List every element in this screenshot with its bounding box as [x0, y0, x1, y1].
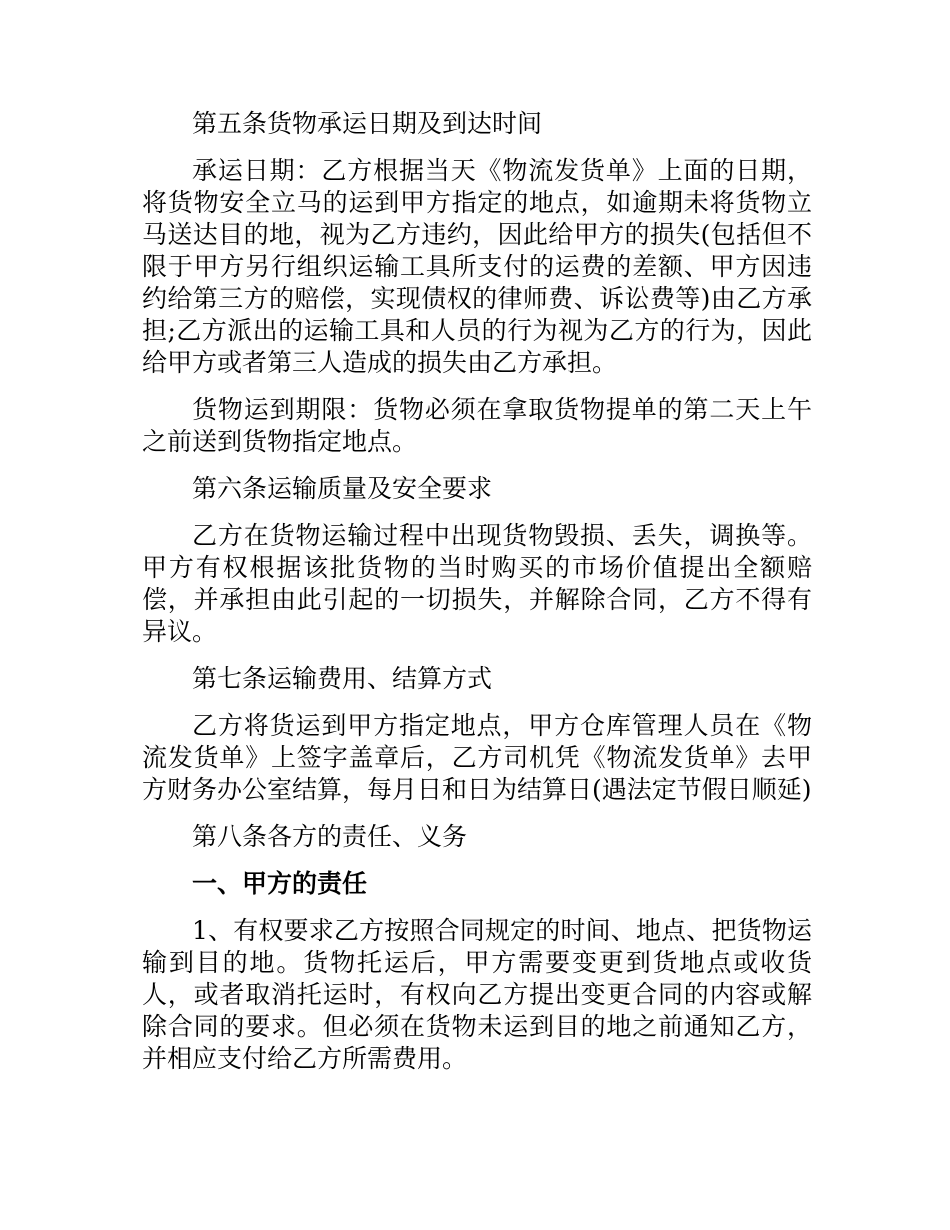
article-7-heading: 第七条运输费用、结算方式: [192, 664, 493, 693]
document-body: [142, 108, 812, 1090]
shipping-date-clause: 承运日期：乙方根据当天《物流发货单》上面的日期，将货物安全立马的运到甲方指定的地点，如逾期未将货物立马送达目的地，视为乙方违约，因此给甲方的损失(包括但不限于甲方另行组织运输工具所支付的运费的差额、甲方因违约给第三方的赔偿，实现债权的律师费、诉讼费等)由乙方承担;乙方派出的运输工具和人员的行为视为乙方的行为，因此给甲方或者第三人造成的损失由乙方承担。: [142, 156, 812, 377]
delivery-deadline-clause: 货物运到期限：货物必须在拿取货物提单的第二天上午之前送到货物指定地点。: [142, 395, 812, 456]
settlement-clause: 乙方将货运到甲方指定地点，甲方仓库管理人员在《物流发货单》上签字盖章后，乙方司机凭《物流发货单》去甲方财务办公室结算，每月日和日为结算日(遇法定节假日顺延): [142, 711, 812, 804]
party-a-duties-heading: 一、甲方的责任: [192, 869, 368, 898]
article-5-heading: 第五条货物承运日期及到达时间: [192, 109, 543, 138]
quality-safety-clause: 乙方在货物运输过程中出现货物毁损、丢失，调换等。甲方有权根据该批货物的当时购买的市场价值提出全额赔偿，并承担由此引起的一切损失，并解除合同，乙方不得有异议。: [142, 521, 812, 646]
article-8-heading: 第八条各方的责任、义务: [192, 822, 468, 851]
party-a-duty-1: 1、有权要求乙方按照合同规定的时间、地点、把货物运输到目的地。货物托运后，甲方需要变更到货地点或收货人，或者取消托运时，有权向乙方提出变更合同的内容或解除合同的要求。但必须在货物未运到目的地之前通知乙方，并相应支付给乙方所需费用。: [142, 916, 812, 1073]
article-6-heading: 第六条运输质量及安全要求: [192, 474, 493, 503]
